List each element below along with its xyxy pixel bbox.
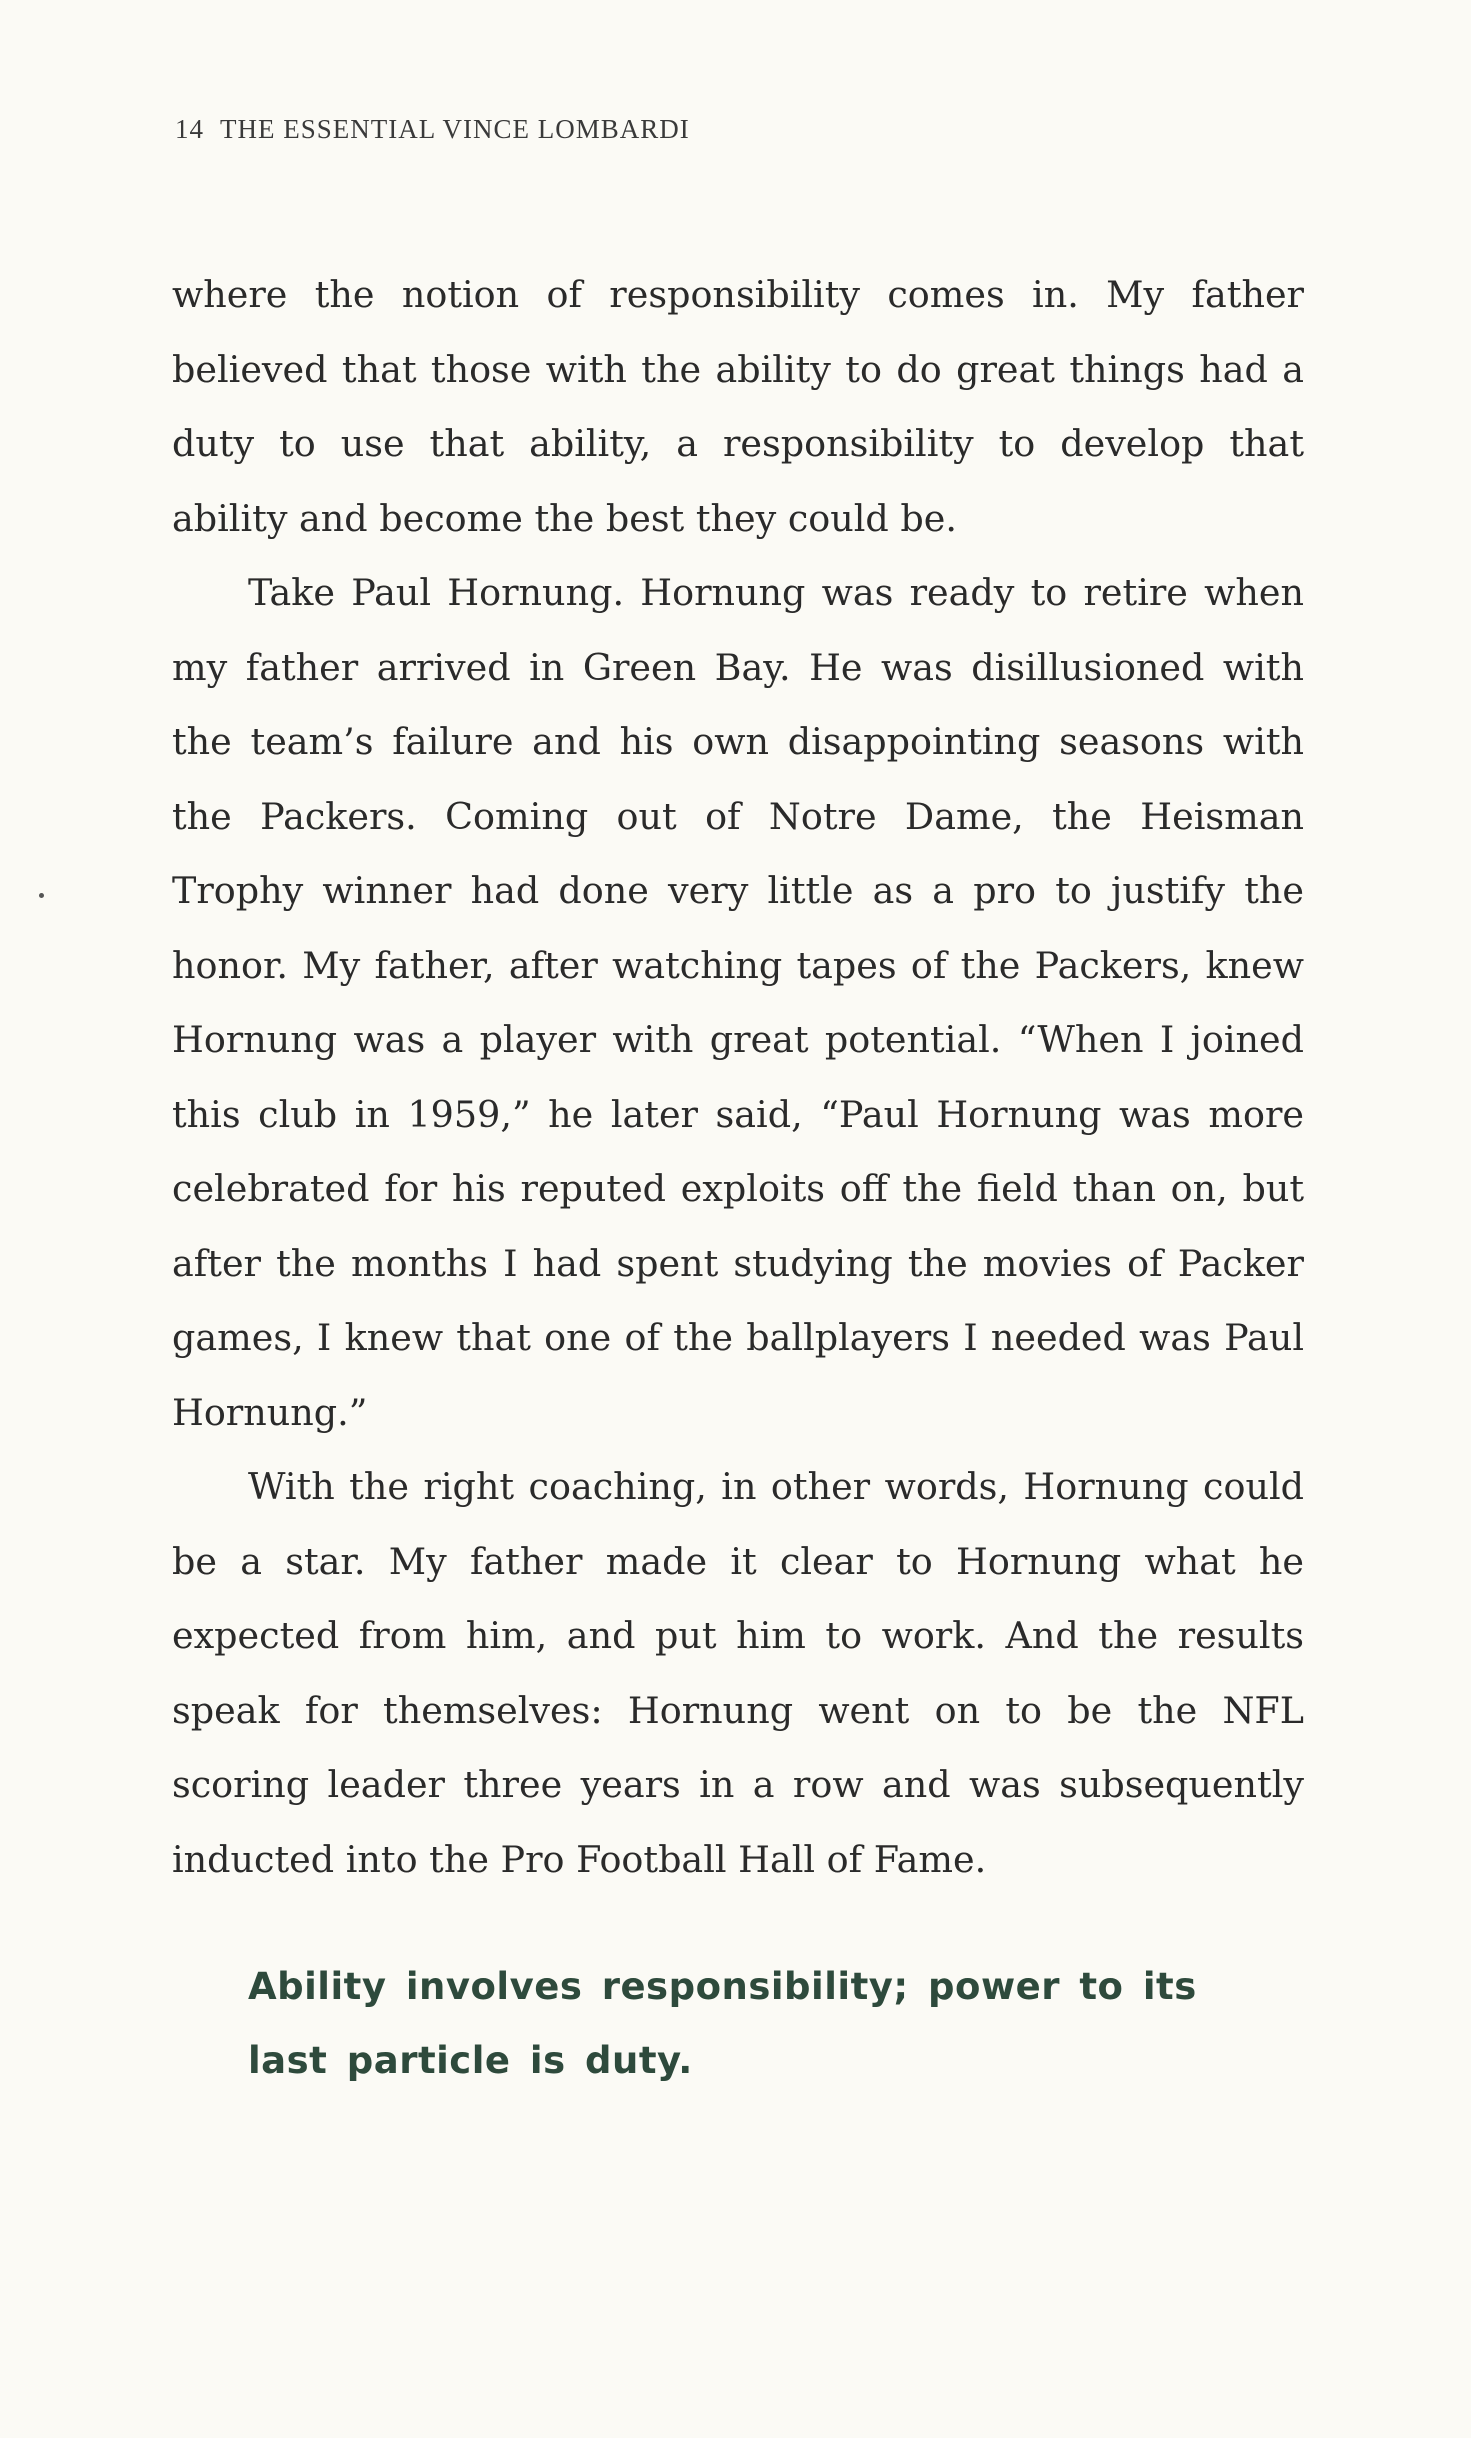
paragraph-2: Take Paul Hornung. Hornung was ready to retire when my father arrived in Green Bay. He was disillusioned with the team’s failure and his own disappointing seasons with the Packers. Coming out of Notre Dame, the Heisman Trophy winner had done very little as a pro to justify the honor. My father, after watching tapes of the Packers, knew Hornung was a player with great potential. “When I joined this club in 1959,” he later said, “Paul Hornung was more celebrated for his reputed exploits off the field than on, but after the months I had spent studying the movies of Packer games, I knew that one of the ballplayers I needed was Paul Hornung.” <box>172 571 1304 1434</box>
running-title: THE ESSENTIAL VINCE LOMBARDI <box>220 114 690 144</box>
pull-quote: Ability involves responsibility; power to its last particle is duty. <box>248 1965 1197 2082</box>
paragraph-1: where the notion of responsibility comes in. My father believed that those with the ability to do great things had a duty to use that ability, a responsibility to develop that ability and become the best they could be. <box>172 273 1304 540</box>
running-head <box>175 114 690 145</box>
margin-speck <box>39 893 44 898</box>
paragraph-3: With the right coaching, in other words, Hornung could be a star. My father made it clear to Hornung what he expected from him, and put him to work. And the results speak for themselves: Hornung went on to be the NFL scoring leader three years in a row and was subsequently inducted into the Pro Football Hall of Fame. <box>172 1465 1304 1881</box>
body-text <box>172 258 1304 1897</box>
page-number: 14 <box>175 114 204 144</box>
